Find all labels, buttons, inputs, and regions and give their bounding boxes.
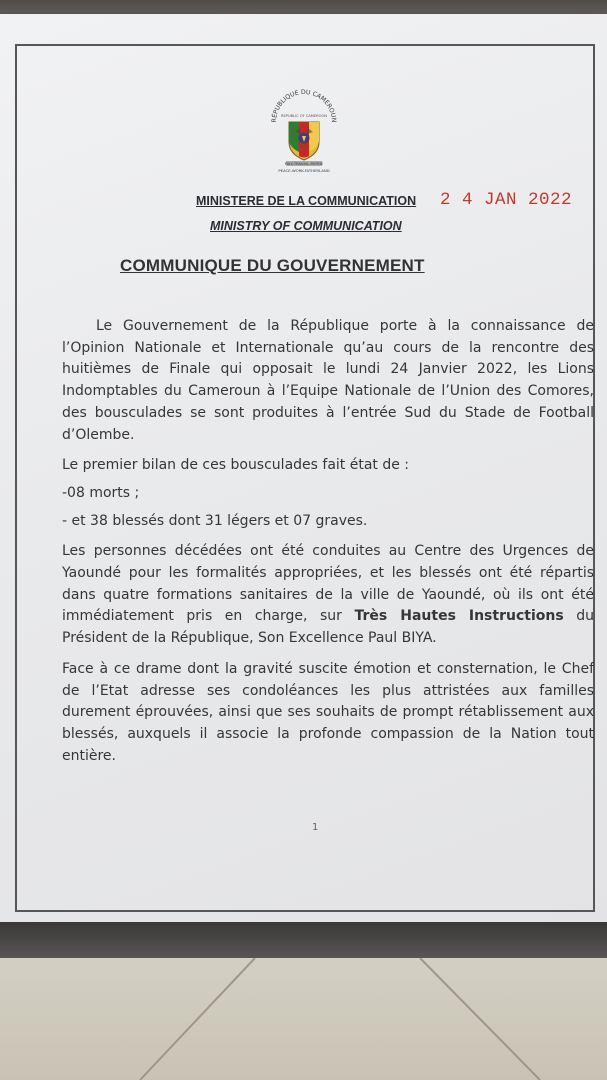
- emblem-motto-line-2: PEACE-WORK-FATHERLAND: [278, 168, 330, 173]
- date-stamp: 2 4 JAN 2022: [440, 190, 573, 210]
- background-floor: [0, 958, 607, 1080]
- emblem-subtitle: REPUBLIC OF CAMEROON: [281, 114, 327, 118]
- paragraph-incident: Le Gouvernement de la République porte à la connaissance de l’Opinion Nationale et Internationale qu’au cours de la rencontre des huitièmes de Finale qui opposait le lundi 24 Janvier 2022, les Lions Indomptables du Cameroun à l’Equipe Nationale de l’Union des Comores, des bousculades se sont produites à l’entrée Sud du Stade de Football d’Olembe.: [62, 318, 594, 443]
- document-body: [62, 316, 594, 776]
- coat-of-arms-emblem: [262, 88, 346, 180]
- emblem-motto-line-1: PAIX-TRAVAIL-PATRIE: [284, 161, 324, 166]
- paragraph-injured: - et 38 blessés dont 31 légers et 07 graves.: [62, 512, 368, 529]
- paragraph-hospitals: [62, 541, 594, 650]
- floor-tile-lines: [0, 958, 607, 1080]
- document-title: COMMUNIQUE DU GOUVERNEMENT: [120, 256, 425, 275]
- paragraph-condolences: Face à ce drame dont la gravité suscite émotion et consternation, le Chef de l’Etat adresse ses condoléances les plus attristées aux familles durement éprouvées, ainsi que ses souhaits de prompt rétablissement aux blessés, auxquels il associe la profonde compassion de la Nation tout entière.: [62, 660, 594, 764]
- hospitals-text-bold: Très Hautes Instructions: [354, 608, 564, 625]
- background-dark-band: [0, 922, 607, 960]
- hospitals-text-start: Les personnes décédées ont été conduites au Centre des Urgences de Yaoundé pour les formalités appropriées, et les blessés ont été répartis dans quatre formations sanitaires de la ville de Yaoundé, où ils ont été immédiatement pris en charge, sur: [62, 543, 594, 625]
- emblem-arc-text: RÉPUBLIQUE DU CAMEROUN: [270, 88, 338, 123]
- coat-of-arms-icon: [262, 88, 346, 180]
- paragraph-deaths: -08 morts ;: [62, 484, 140, 501]
- ministry-name-french: MINISTERE DE LA COMMUNICATION: [196, 194, 417, 208]
- paragraph-bilan-intro: Le premier bilan de ces bousculades fait état de :: [62, 457, 410, 474]
- page-number: 1: [312, 822, 319, 833]
- ministry-name-english: MINISTRY OF COMMUNICATION: [210, 219, 402, 233]
- hospitals-text-end: du Président de la République, Son Excellence Paul BIYA.: [62, 608, 594, 647]
